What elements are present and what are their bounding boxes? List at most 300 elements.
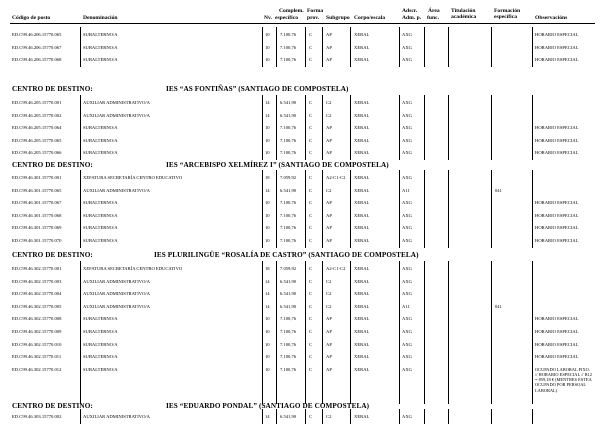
cell-adm: AXG [402,175,412,180]
cell-denominacion: SUBALTERNO/A [83,329,118,334]
cell-observacions: HORARIO ESPECIAL [535,316,579,322]
cell-corpo: XERAL [354,266,370,271]
cell-denominacion: XEFATURA SECRETARÍA CENTRO EDUCATIVO [83,175,183,180]
cell-complem: 7.100,76 [280,137,297,143]
cell-forma: C [309,212,313,218]
column-rule [276,95,277,160]
column-rule [350,170,351,248]
column-rule [399,261,400,404]
cell-nv: 10 [265,125,270,131]
cell-adm: AXG [402,57,412,63]
cell-codigo: ED.C99.46.206.15770.068 [12,57,62,63]
cell-codigo: ED.C99.46.302.15770.008 [12,316,62,322]
cell-subgrupo: AP [326,57,332,63]
cell-subgrupo: C2 [326,291,332,297]
cell-codigo: ED.C99.46.302.15770.005 [12,303,62,309]
cell-complem: 7.059,92 [280,175,297,180]
cell-complem: 7.100,76 [280,329,297,334]
table-row [0,122,615,135]
cell-nv: 10 [265,200,270,206]
header-titulacion: Titulación académica [451,8,477,20]
cell-nv: 14 [265,291,270,297]
column-rule [80,261,81,404]
table-row [0,313,615,326]
column-rule [350,409,351,424]
column-rule [276,170,277,248]
column-rule [448,27,449,67]
header-especifico: específico [275,15,298,21]
cell-nv: 14 [265,278,270,284]
cell-codigo: ED.C99.46.206.15770.067 [12,44,62,50]
cell-complem: 6.541,90 [280,100,297,105]
header-adscr: Adscr. [402,8,418,14]
cell-denominacion: SUBALTERNO/A [83,354,118,360]
cell-complem: 7.100,76 [280,200,297,206]
section-label: CENTRO DE DESTINO: [12,161,93,169]
table-row [0,263,615,276]
cell-denominacion: SUBALTERNO/A [83,316,118,322]
table-row [0,411,615,424]
cell-subgrupo: AP [326,200,332,206]
cell-codigo: ED.C99.46.205.15770.066 [12,150,62,156]
column-rule [276,261,277,404]
cell-complem: 7.059,92 [280,266,297,271]
column-rule [322,170,323,248]
column-rule [322,261,323,404]
table-row [0,110,615,123]
column-rule [305,95,306,160]
cell-corpo: XERAL [354,44,370,50]
cell-corpo: XERAL [354,212,370,218]
cell-subgrupo: C2 [326,187,332,193]
cell-codigo: ED.C99.46.301.15770.001 [12,175,62,180]
cell-denominacion: SUBALTERNO/A [83,150,118,156]
column-rule [399,95,400,160]
table-row [0,364,615,404]
cell-nv: 14 [265,112,270,118]
cell-subgrupo: C2 [326,303,332,309]
column-rule [262,95,263,160]
cell-adm: A11 [402,303,410,309]
cell-corpo: XERAL [354,125,370,131]
header-rule [10,23,595,24]
cell-complem: 6.541,90 [280,303,297,309]
cell-denominacion: SUBALTERNO/A [83,125,118,131]
cell-nv: 10 [265,150,270,156]
table-row [0,97,615,110]
column-rule [80,95,81,160]
cell-denominacion: AUXILIAR ADMINISTRATIVO/A [83,100,150,105]
cell-adm: AXG [402,137,412,143]
cell-corpo: XERAL [354,225,370,231]
cell-forma: C [309,200,313,206]
cell-forma: C [309,366,313,372]
column-rule [532,409,533,424]
section-center-name: IES “EDUARDO PONDAL” (SANTIAGO DE COMPOSTELA) [166,402,370,410]
cell-corpo: XERAL [354,187,370,193]
cell-corpo: XERAL [354,354,370,360]
cell-adm: AXG [402,238,412,243]
cell-complem: 6.541,90 [280,291,297,297]
cell-codigo: ED.C99.46.302.15770.010 [12,341,62,347]
section-label: CENTRO DE DESTINO: [12,85,93,93]
cell-observacions: HORARIO ESPECIAL [535,137,579,143]
table-row [0,197,615,210]
cell-denominacion: XEFATURA SECRETARÍA CENTRO EDUCATIVO [83,266,183,271]
header-complem: Complem. [279,8,304,14]
cell-nv: 14 [265,303,270,309]
cell-denominacion: SUBALTERNO/A [83,225,118,231]
cell-subgrupo: C2 [326,112,332,118]
cell-observacions: OCUPADO LABORAL FIXO. // HORARIO ESPECIAL // B12 = 859,18 € (MENTRES ESTEA OCUPADO POR PERSOAL LABORAL) [535,366,592,393]
cell-complem: 7.100,76 [280,125,297,131]
cell-corpo: XERAL [354,32,370,37]
cell-subgrupo: AP [326,44,332,50]
cell-codigo: ED.C99.46.205.15770.001 [12,100,62,105]
table-row [0,185,615,198]
cell-subgrupo: AP [326,354,332,360]
cell-codigo: ED.C99.46.301.15770.068 [12,212,62,218]
cell-complem: 7.100,76 [280,366,297,372]
column-rule [305,170,306,248]
cell-corpo: XERAL [354,414,370,419]
cell-codigo: ED.C99.46.302.15770.003 [12,278,62,284]
table-row [0,301,615,314]
cell-adm: A11 [402,187,410,193]
column-rule [448,261,449,404]
cell-observacions: HORARIO ESPECIAL [535,150,579,156]
cell-denominacion: AUXILIAR ADMINISTRATIVO/A [83,187,150,193]
cell-complem: 7.100,76 [280,225,297,231]
cell-adm: AXG [402,32,412,37]
cell-denominacion: AUXILIAR ADMINISTRATIVO/A [83,414,150,419]
cell-corpo: XERAL [354,291,370,297]
cell-subgrupo: C2 [326,100,332,105]
cell-forma: C [309,100,313,105]
column-rule [399,170,400,248]
table-row [0,210,615,223]
cell-corpo: XERAL [354,238,370,243]
cell-subgrupo: AP [326,316,332,322]
cell-forma: C [309,112,313,118]
cell-denominacion: AUXILIAR ADMINISTRATIVO/A [83,303,150,309]
cell-forma: C [309,303,313,309]
table-row [0,235,615,248]
cell-nv: 10 [265,57,270,63]
column-rule [491,27,492,67]
cell-adm: AXG [402,366,412,372]
cell-complem: 7.100,76 [280,57,297,63]
header-adm: Adm. p. [402,15,422,21]
cell-adm: AXG [402,112,412,118]
cell-corpo: XERAL [354,366,370,372]
column-rule [424,170,425,248]
cell-observacions: HORARIO ESPECIAL [535,57,579,63]
cell-codigo: ED.C99.46.301.15770.067 [12,200,62,206]
cell-corpo: XERAL [354,175,370,180]
cell-forma: C [309,32,313,37]
cell-observacions: HORARIO ESPECIAL [535,212,579,218]
cell-forma: C [309,316,313,322]
header-corpo: Corpo/escala [354,15,386,21]
cell-adm: AXG [402,200,412,206]
column-rule [399,27,400,67]
cell-corpo: XERAL [354,100,370,105]
table-row [0,288,615,301]
cell-subgrupo: AP [326,341,332,347]
cell-forma: C [309,225,313,231]
cell-nv: 10 [265,44,270,50]
cell-adm: AXG [402,414,412,419]
cell-forma: C [309,57,313,63]
cell-adm: AXG [402,329,412,334]
column-rule [350,95,351,160]
cell-nv: 18 [265,266,270,271]
cell-corpo: XERAL [354,137,370,143]
column-rule [448,409,449,424]
cell-nv: 10 [265,354,270,360]
cell-complem: 7.100,76 [280,32,297,37]
section-center-name: IES “ARCEBISPO XELMÍREZ I” (SANTIAGO DE COMPOSTELA) [166,161,389,169]
cell-forma: C [309,266,313,271]
column-rule [262,261,263,404]
cell-adm: AXG [402,341,412,347]
cell-codigo: ED.C99.46.206.15770.065 [12,32,62,37]
table-row [0,276,615,289]
column-rule [399,409,400,424]
cell-nv: 10 [265,341,270,347]
header-formacion: Formación específica [494,8,521,20]
cell-codigo: ED.C99.46.303.15770.002 [12,414,62,419]
cell-corpo: XERAL [354,112,370,118]
table-row [0,222,615,235]
section-label: CENTRO DE DESTINO: [12,251,93,259]
cell-complem: 7.100,76 [280,238,297,243]
cell-forma: C [309,150,313,156]
cell-denominacion: AUXILIAR ADMINISTRATIVO/A [83,278,150,284]
cell-adm: AXG [402,266,412,271]
cell-denominacion: SUBALTERNO/A [83,366,118,372]
cell-nv: 10 [265,212,270,218]
cell-complem: 6.541,90 [280,187,297,193]
cell-corpo: XERAL [354,303,370,309]
cell-observacions: HORARIO ESPECIAL [535,32,579,37]
header-nv: Nv. [264,15,272,21]
column-rule [305,261,306,404]
cell-forma: C [309,354,313,360]
cell-denominacion: SUBALTERNO/A [83,32,118,37]
cell-corpo: XERAL [354,57,370,63]
column-rule [262,27,263,67]
header-codigo: Código de posto [12,15,51,21]
header-func: func. [427,15,439,21]
column-rule [305,27,306,67]
cell-forma: C [309,291,313,297]
cell-complem: 6.541,90 [280,278,297,284]
cell-denominacion: SUBALTERNO/A [83,238,118,243]
section-label: CENTRO DE DESTINO: [12,402,93,410]
cell-observacions: HORARIO ESPECIAL [535,125,579,131]
cell-complem: 7.100,76 [280,354,297,360]
cell-forma: C [309,341,313,347]
table-row [0,326,615,339]
cell-complem: 7.100,76 [280,44,297,50]
cell-complem: 7.100,76 [280,150,297,156]
cell-formacion: 041 [495,303,502,309]
header-subgrupo: Subgrupo [326,15,350,21]
cell-codigo: ED.C99.46.205.15770.065 [12,137,62,143]
cell-observacions: HORARIO ESPECIAL [535,341,579,347]
cell-adm: AXG [402,150,412,156]
table-row [0,29,615,42]
column-rule [491,170,492,248]
cell-observacions: HORARIO ESPECIAL [535,200,579,206]
header-denominacion: Denominación [83,15,118,21]
cell-adm: AXG [402,44,412,50]
cell-nv: 14 [265,187,270,193]
cell-subgrupo: AP [326,32,332,37]
cell-denominacion: SUBALTERNO/A [83,341,118,347]
cell-corpo: XERAL [354,329,370,334]
cell-adm: AXG [402,125,412,131]
column-rule [491,409,492,424]
cell-nv: 10 [265,366,270,372]
cell-nv: 10 [265,225,270,231]
cell-subgrupo: AP [326,225,332,231]
table-row [0,172,615,185]
cell-denominacion: SUBALTERNO/A [83,57,118,63]
cell-codigo: ED.C99.46.302.15770.004 [12,291,62,297]
cell-subgrupo: AP [326,366,332,372]
cell-corpo: XERAL [354,150,370,156]
column-rule [322,95,323,160]
section-center-name: IES PLURILINGÜE “ROSALÍA DE CASTRO” (SANTIAGO DE COMPOSTELA) [154,251,419,259]
cell-codigo: ED.C99.46.302.15770.009 [12,329,62,334]
cell-subgrupo: AP [326,137,332,143]
cell-forma: C [309,414,313,419]
cell-forma: C [309,137,313,143]
column-rule [322,27,323,67]
cell-subgrupo: A2-C1-C2 [326,266,346,271]
cell-nv: 10 [265,238,270,243]
cell-observacions: HORARIO ESPECIAL [535,44,579,50]
cell-corpo: XERAL [354,316,370,322]
cell-observacions: HORARIO ESPECIAL [535,329,579,334]
cell-codigo: ED.C99.46.301.15770.069 [12,225,62,231]
cell-corpo: XERAL [354,200,370,206]
cell-corpo: XERAL [354,278,370,284]
header-prov: prov. [307,15,320,21]
cell-codigo: ED.C99.46.301.15770.065 [12,187,62,193]
cell-forma: C [309,125,313,131]
table-row [0,54,615,67]
cell-forma: C [309,278,313,284]
column-rule [80,27,81,67]
column-rule [276,27,277,67]
cell-nv: 10 [265,329,270,334]
column-rule [424,27,425,67]
table-row [0,42,615,55]
cell-codigo: ED.C99.46.205.15770.064 [12,125,62,131]
table-row [0,147,615,160]
cell-nv: 14 [265,414,270,419]
cell-adm: AXG [402,100,412,105]
cell-subgrupo: A2-C1-C2 [326,175,346,180]
cell-forma: C [309,187,313,193]
cell-denominacion: SUBALTERNO/A [83,44,118,50]
column-rule [448,170,449,248]
table-row [0,135,615,148]
cell-adm: AXG [402,291,412,297]
cell-codigo: ED.C99.46.302.15770.011 [12,354,62,360]
cell-subgrupo: AP [326,329,332,334]
cell-forma: C [309,238,313,243]
column-rule [80,170,81,248]
cell-subgrupo: AP [326,238,332,243]
cell-subgrupo: AP [326,125,332,131]
cell-subgrupo: AP [326,150,332,156]
cell-codigo: ED.C99.46.301.15770.070 [12,238,62,243]
cell-adm: AXG [402,354,412,360]
column-rule [532,261,533,404]
cell-subgrupo: C2 [326,278,332,284]
header-observacions: Observacións [535,15,568,21]
cell-adm: AXG [402,212,412,218]
cell-forma: C [309,44,313,50]
cell-adm: AXG [402,278,412,284]
cell-adm: AXG [402,316,412,322]
cell-forma: C [309,329,313,334]
cell-adm: AXG [402,225,412,231]
column-rule [262,409,263,424]
column-rule [424,261,425,404]
column-rule [532,27,533,67]
column-rule [80,409,81,424]
cell-denominacion: SUBALTERNO/A [83,200,118,206]
cell-subgrupo: C2 [326,414,332,419]
cell-nv: 14 [265,100,270,105]
cell-complem: 6.541,90 [280,414,297,419]
cell-nv: 18 [265,175,270,180]
column-rule [491,261,492,404]
cell-complem: 7.100,76 [280,212,297,218]
cell-codigo: ED.C99.46.302.15770.001 [12,266,62,271]
cell-nv: 10 [265,137,270,143]
column-rule [424,95,425,160]
column-rule [322,409,323,424]
header-forma: Forma [307,8,324,14]
cell-codigo: ED.C99.46.302.15770.012 [12,366,62,372]
cell-nv: 10 [265,316,270,322]
cell-forma: C [309,175,313,180]
cell-complem: 7.100,76 [280,316,297,322]
cell-formacion: 041 [495,187,502,193]
cell-complem: 7.100,76 [280,341,297,347]
cell-observacions: HORARIO ESPECIAL [535,225,579,231]
cell-observacions: HORARIO ESPECIAL [535,238,579,243]
header-area: Área [428,8,440,14]
cell-nv: 10 [265,32,270,37]
column-rule [305,409,306,424]
table-row [0,351,615,364]
section-center-name: IES “AS FONTIÑAS” (SANTIAGO DE COMPOSTELA) [166,85,349,93]
cell-denominacion: SUBALTERNO/A [83,137,118,143]
column-rule [532,95,533,160]
cell-observacions: HORARIO ESPECIAL [535,354,579,360]
column-rule [350,261,351,404]
cell-complem: 6.541,90 [280,112,297,118]
cell-corpo: XERAL [354,341,370,347]
